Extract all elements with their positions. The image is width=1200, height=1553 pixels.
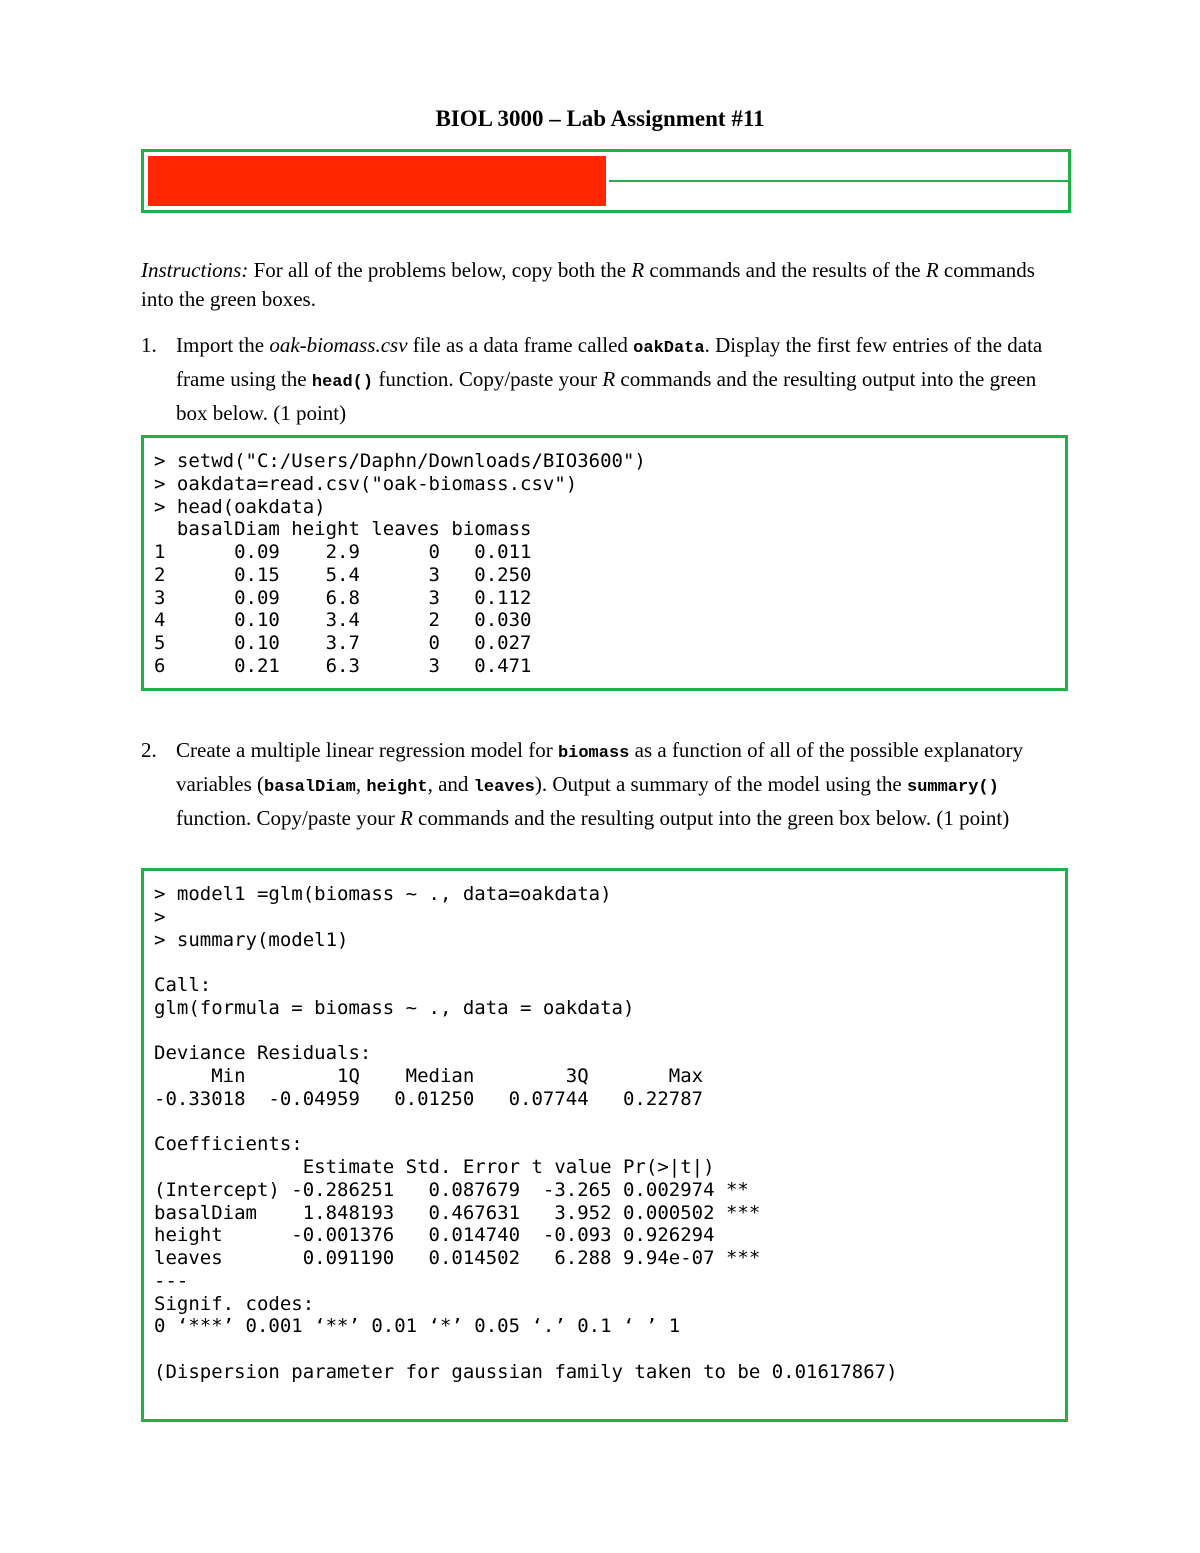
code-line: 2 0.15 5.4 3 0.250 [154,563,532,586]
code-line: -0.33018 -0.04959 0.01250 0.07744 0.22787 [154,1087,726,1110]
text: , [355,772,367,796]
code-line: > setwd("C:/Users/Daphn/Downloads/BIO3600") [154,450,646,472]
text: function. Copy/paste your [373,367,603,391]
text: , and [427,772,474,796]
page-title: BIOL 3000 – Lab Assignment #11 [435,106,765,131]
question-2 [141,735,1071,833]
name-divider [609,180,1068,182]
r-word: R [631,258,645,282]
question-number: 1. [141,333,157,357]
code-line: 4 0.10 3.4 2 0.030 [154,609,532,632]
r-code-output [154,883,898,1384]
instructions-text: For all of the problems below, copy both the [248,258,632,282]
code-line: --- [154,1269,189,1292]
variable-name: biomass [557,744,630,763]
r-word: R [925,258,939,282]
instructions-paragraph [141,256,1071,314]
code-line: > summary(model1) [154,928,349,951]
code-line [154,1111,898,1134]
code-line [154,951,898,974]
name-field-box [141,149,1071,213]
code-line: > head(oakdata) [154,495,326,518]
r-word: R [399,806,413,830]
text: Create a multiple linear regression model for [176,738,558,762]
code-line: glm(formula = biomass ~ ., data = oakdata) [154,996,635,1019]
text: commands and the resulting output into the green box below. (1 point) [412,806,1010,830]
question-text [176,330,1071,428]
code-line [154,1020,898,1043]
function-name: head() [311,373,374,392]
code-line: Coefficients: [154,1133,303,1156]
redacted-name [148,156,606,206]
code-line: (Intercept) -0.286251 0.087679 -3.265 0.002974 ** [154,1178,761,1201]
code-line: > model1 =glm(biomass ~ ., data=oakdata) [154,883,612,905]
variable-name: basalDiam [264,778,356,797]
variable-name: oakData [633,339,705,358]
answer-box-1[interactable] [141,435,1068,691]
code-line: Min 1Q Median 3Q Max [154,1065,726,1087]
code-line [154,1338,898,1361]
question-text [176,735,1071,833]
file-name: oak-biomass.csv [269,333,408,357]
text: . Display the first few entries of the data frame using the [176,333,1043,391]
instructions-label: Instructions: [141,258,249,282]
text: as a function of all of the possible explanatory variables ( [176,738,1024,796]
code-line: Estimate Std. Error t value Pr(>|t|) [154,1156,761,1178]
code-line: 1 0.09 2.9 0 0.011 [154,541,532,563]
code-line: Deviance Residuals: [154,1042,383,1065]
r-word: R [602,367,616,391]
code-line: > [154,905,177,928]
instructions-text: commands into the green boxes. [141,258,1035,311]
r-code-output [154,450,646,678]
code-line: 0 ‘***’ 0.001 ‘**’ 0.01 ‘*’ 0.05 ‘.’ 0.1 ‘ ’ 1 [154,1315,681,1338]
code-line: basalDiam height leaves biomass [154,518,532,541]
code-line: 3 0.09 6.8 3 0.112 [154,586,532,609]
code-line: basalDiam 1.848193 0.467631 3.952 0.000502 *** [154,1201,761,1224]
text: ). Output a summary of the model using the [534,772,907,796]
variable-name: leaves [473,778,535,797]
code-line: Call: [154,974,212,996]
code-line: leaves 0.091190 0.014502 6.288 9.94e-07 *** [154,1247,761,1269]
code-line: height -0.001376 0.014740 -0.093 0.926294 [154,1224,761,1247]
question-1 [141,330,1071,428]
code-line: 5 0.10 3.7 0 0.027 [154,632,532,654]
code-line: 6 0.21 6.3 3 0.471 [154,654,532,677]
variable-name: height [366,778,428,797]
answer-box-2[interactable] [141,868,1068,1422]
code-line: Signif. codes: [154,1292,338,1315]
code-line: (Dispersion parameter for gaussian family taken to be 0.01617867) [154,1360,898,1383]
text: function. Copy/paste your [176,806,400,830]
code-line: > oakdata=read.csv("oak-biomass.csv") [154,472,578,495]
text: file as a data frame called [407,333,634,357]
text: commands and the resulting output into the green box below. (1 point) [176,367,1037,425]
instructions-text: commands and the results of the [644,258,926,282]
text: Import the [176,333,270,357]
question-number: 2. [141,738,157,762]
function-name: summary() [907,778,999,797]
